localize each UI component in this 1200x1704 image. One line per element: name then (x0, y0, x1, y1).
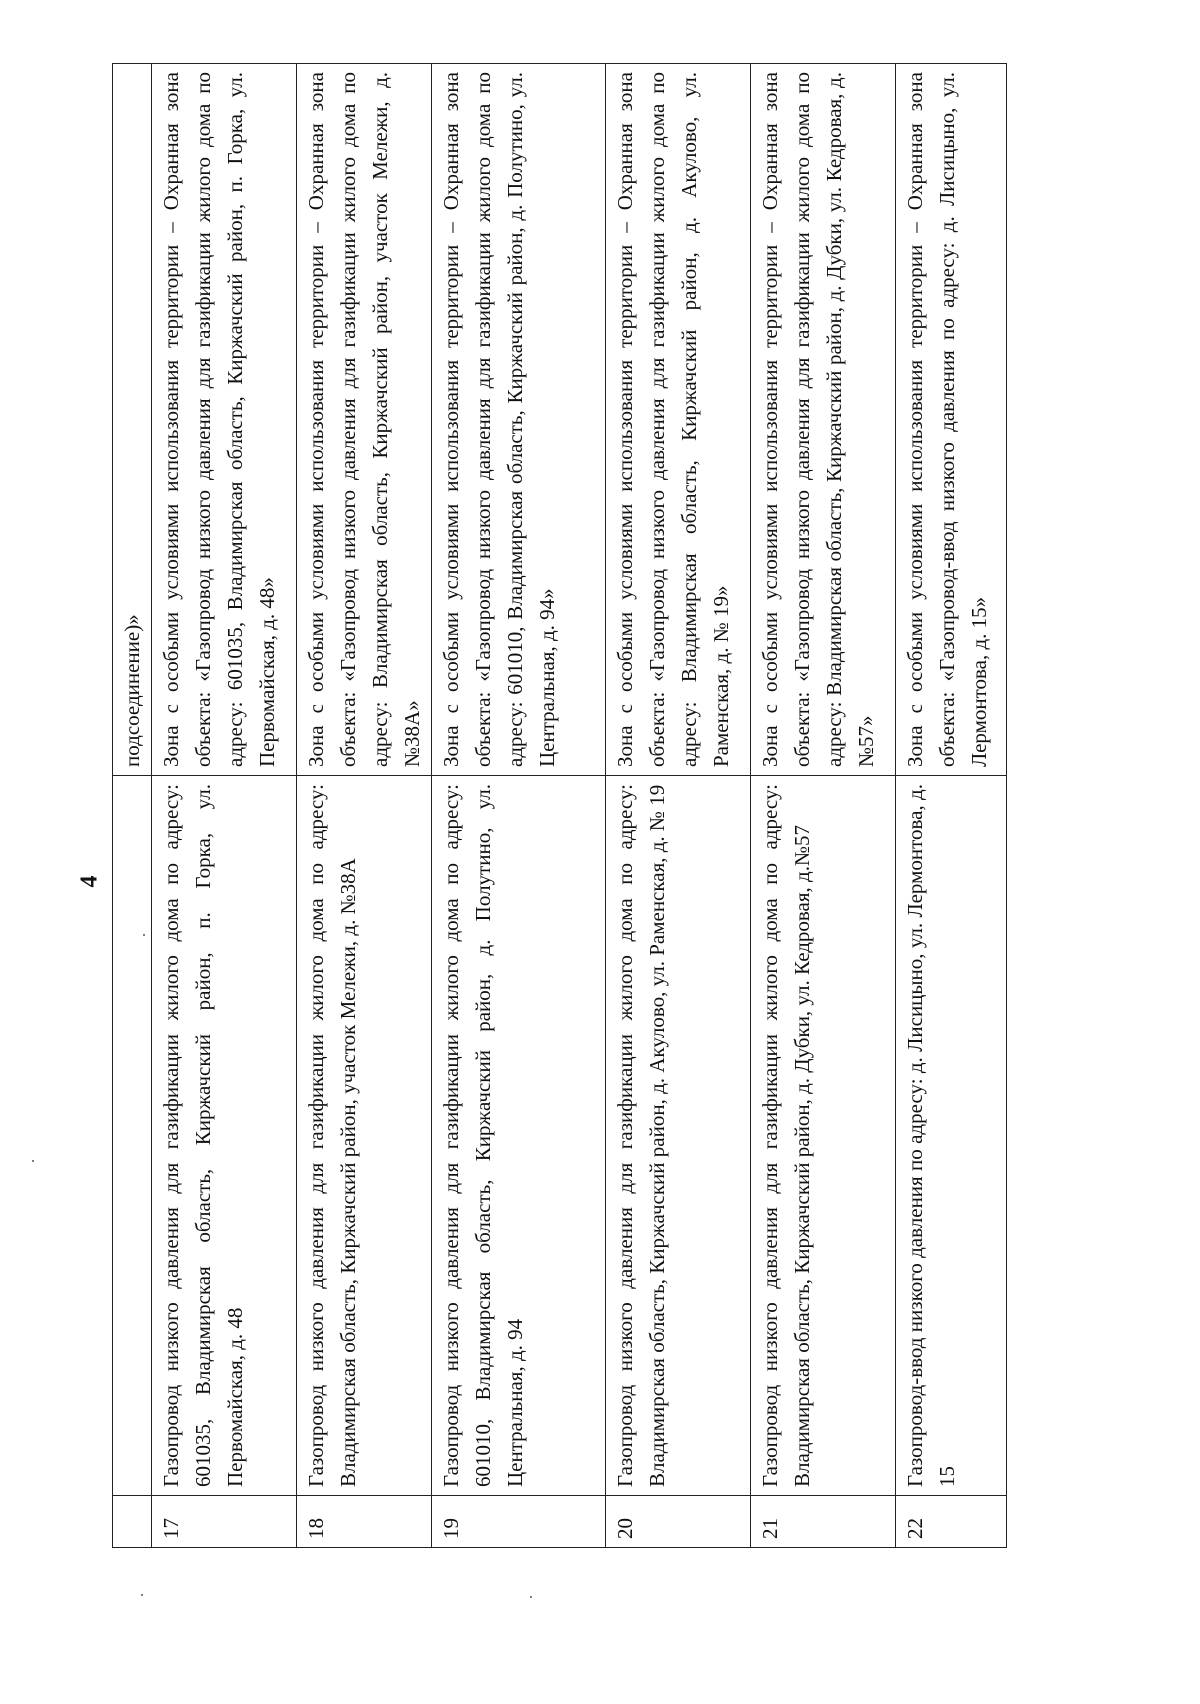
objects-table (112, 63, 1007, 1548)
table-row (432, 64, 606, 1548)
object-cell-empty (113, 776, 152, 1496)
table-row (896, 64, 1007, 1548)
row-number: 20 (606, 1496, 751, 1548)
table-row (751, 64, 896, 1548)
zone-description: Зона с особыми условиями использования территории – Охранная зона объекта: «Газопровод низкого давления для газификации жилого дома по адресу: 601010, Владимирская область, Киржачский район, д. Полутино, ул. Центральная, д. 94» (432, 64, 606, 776)
scan-speck (530, 1596, 532, 1598)
table-row-continuation (113, 64, 152, 1548)
page-number: 4 (76, 875, 103, 888)
table-row (606, 64, 751, 1548)
row-number: 18 (297, 1496, 432, 1548)
scan-speck (143, 934, 145, 936)
zone-description: Зона с особыми условиями использования территории – Охранная зона объекта: «Газопровод-ввод низкого давления по адресу: д. Лисицыно, ул. Лермонтова, д. 15» (896, 64, 1007, 776)
object-description: Газопровод низкого давления для газификации жилого дома по адресу: Владимирская область, Киржачский район, д. Дубки, ул. Кедровая, д.№57 (751, 776, 896, 1496)
rotated-table-container (112, 64, 1036, 1548)
row-number: 17 (152, 1496, 297, 1548)
zone-description: Зона с особыми условиями использования территории – Охранная зона объекта: «Газопровод низкого давления для газификации жилого дома по адресу: 601035, Владимирская область, Киржачский район, п. Горка, ул. Первомайская, д. 48» (152, 64, 297, 776)
table-row (152, 64, 297, 1548)
zone-description: Зона с особыми условиями использования территории – Охранная зона объекта: «Газопровод низкого давления для газификации жилого дома по адресу: Владимирская область, Киржачский район, д. Акулово, ул. Раменская, д. № 19» (606, 64, 751, 776)
object-description: Газопровод низкого давления для газификации жилого дома по адресу: 601010, Владимирская область, Киржачский район, д. Полутино, ул. Центральная, д. 94 (432, 776, 606, 1496)
num-cell-empty (113, 1496, 152, 1548)
scan-speck (32, 1160, 34, 1162)
row-number: 19 (432, 1496, 606, 1548)
object-description: Газопровод низкого давления для газификации жилого дома по адресу: Владимирская область, Киржачский район, участок Мележи, д. №38А (297, 776, 432, 1496)
scan-speck (141, 1594, 143, 1596)
row-number: 22 (896, 1496, 1007, 1548)
zone-description: Зона с особыми условиями использования территории – Охранная зона объекта: «Газопровод низкого давления для газификации жилого дома по адресу: Владимирская область, Киржачский район, д. Дубки, ул. Кедровая, д.№57» (751, 64, 896, 776)
zone-cell-continuation: подсоединение)» (113, 64, 152, 776)
zone-description: Зона с особыми условиями использования территории – Охранная зона объекта: «Газопровод низкого давления для газификации жилого дома по адресу: Владимирская область, Киржачский район, участок Мележи, д. №38А» (297, 64, 432, 776)
object-description: Газопровод-ввод низкого давления по адресу: д. Лисицыно, ул. Лермонтова, д. 15 (896, 776, 1007, 1496)
object-description: Газопровод низкого давления для газификации жилого дома по адресу: Владимирская область, Киржачский район, д. Акулово, ул. Раменская, д. № 19 (606, 776, 751, 1496)
row-number: 21 (751, 1496, 896, 1548)
object-description: Газопровод низкого давления для газификации жилого дома по адресу: 601035, Владимирская область, Киржачский район, п. Горка, ул. Первомайская, д. 48 (152, 776, 297, 1496)
table-row (297, 64, 432, 1548)
